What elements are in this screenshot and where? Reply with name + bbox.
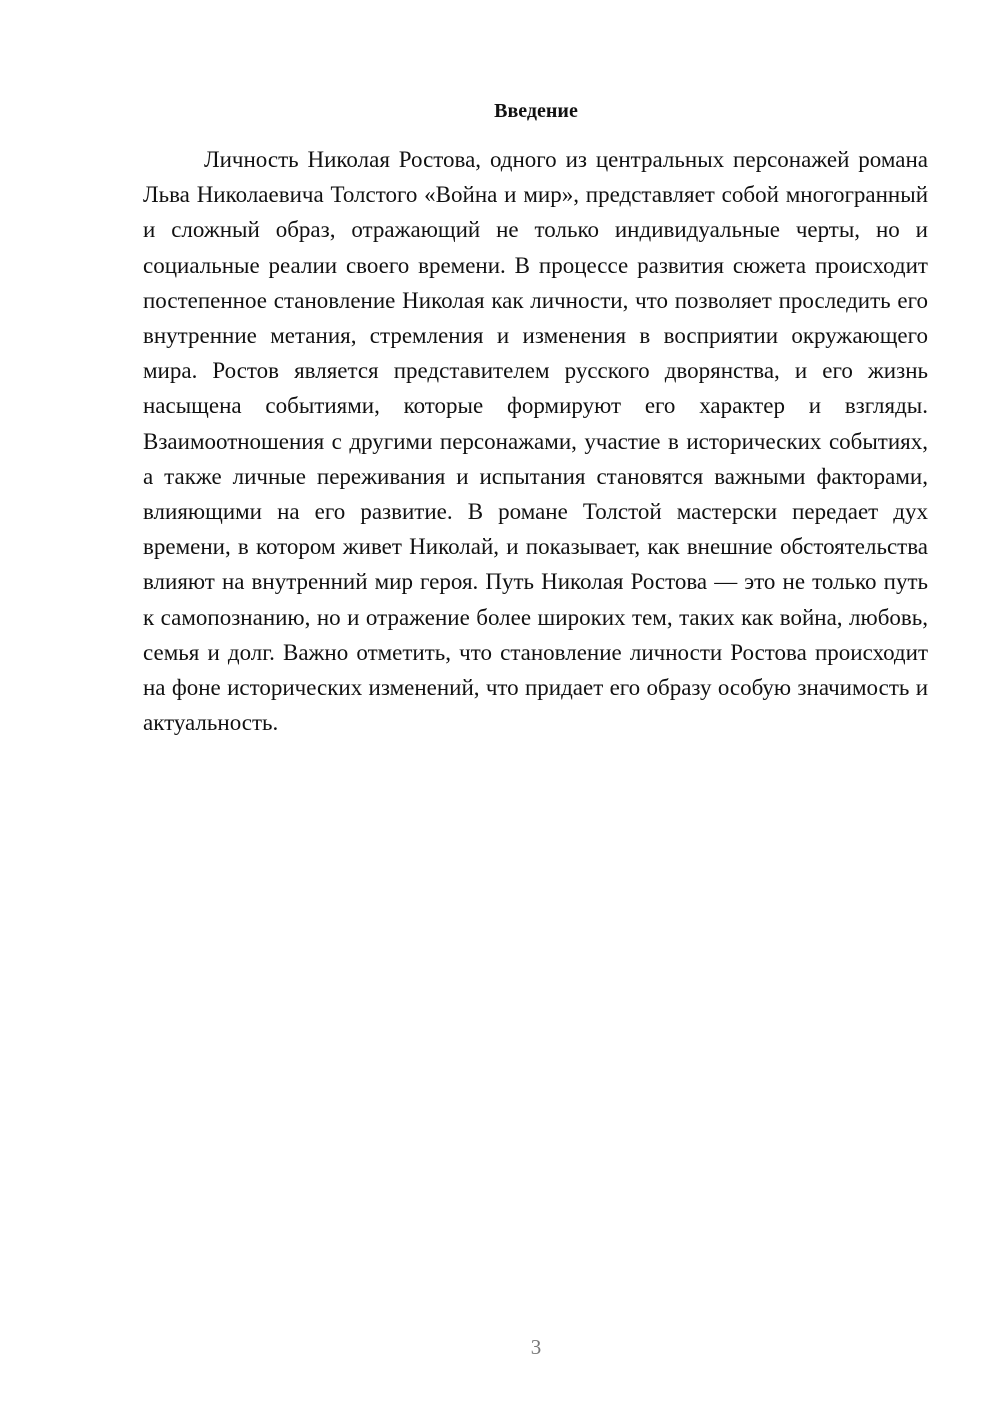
section-heading: Введение: [494, 100, 578, 122]
body-paragraph: Личность Николая Ростова, одного из центральных персонажей романа Льва Николаевича Толстого «Война и мир», представляет собой многогранный и сложный образ, отражающий не только индивидуальные черты, но и социальные реалии своего времени. В процессе развития сюжета происходит постепенное становление Николая как личности, что позволяет проследить его внутренние метания, стремления и изменения в восприятии окружающего мира. Ростов является представителем русского дворянства, и его жизнь насыщена событиями, которые формируют его характер и взгляды. Взаимоотношения с другими персонажами, участие в исторических событиях, а также личные переживания и испытания становятся важными факторами, влияющими на его развитие. В романе Толстой мастерски передает дух времени, в котором живет Николай, и показывает, как внешние обстоятельства влияют на внутренний мир героя. Путь Николая Ростова — это не только путь к самопознанию, но и отражение более широких тем, таких как война, любовь, семья и долг. Важно отметить, что становление личности Ростова происходит на фоне исторических изменений, что придает его образу особую значимость и актуальность.: [143, 147, 928, 736]
page-number: 3: [530, 1335, 542, 1359]
